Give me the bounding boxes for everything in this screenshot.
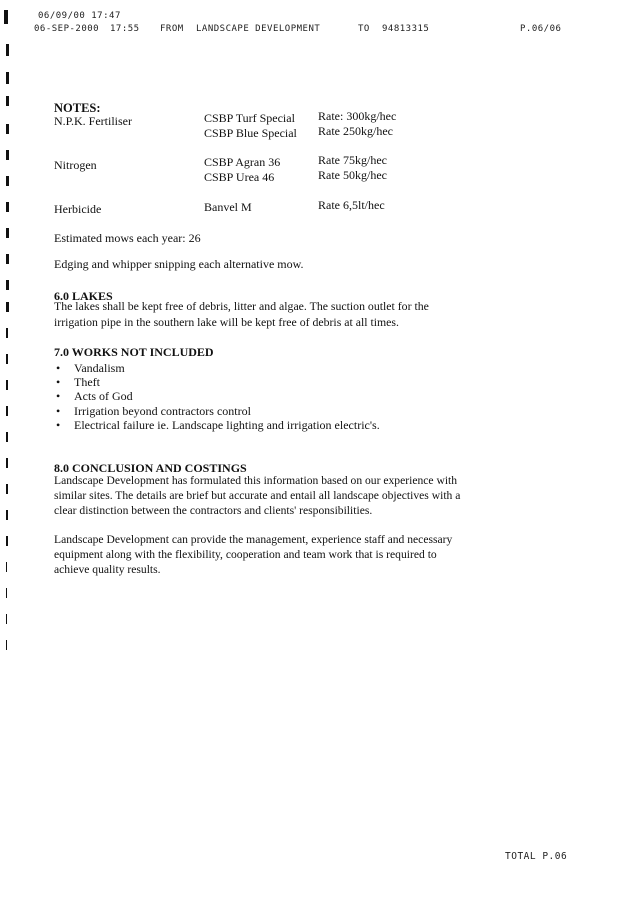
paragraph-line: achieve quality results. <box>54 563 161 576</box>
notes-product: CSBP Urea 46 <box>204 170 275 184</box>
paragraph-line: Landscape Development can provide the management, experience staff and necessary <box>54 533 453 546</box>
edging-text: Edging and whipper snipping each alternative mow. <box>54 257 304 271</box>
paragraph-line: clear distinction between the contractors and clients' responsibilities. <box>54 504 373 517</box>
fax-to-label: TO <box>358 24 370 34</box>
works-heading: 7.0 WORKS NOT INCLUDED <box>54 345 214 359</box>
notes-item: Herbicide <box>54 202 102 216</box>
fax-total-pages: TOTAL P.06 <box>505 851 568 862</box>
fax-page: P.06/06 <box>520 24 562 34</box>
paragraph-line: equipment along with the flexibility, cooperation and team work that is required to <box>54 548 437 561</box>
notes-heading: NOTES: <box>54 101 101 115</box>
bullet-icon: • <box>56 389 61 403</box>
paragraph-line: Landscape Development has formulated this information based on our experience with <box>54 474 458 487</box>
mows-text: Estimated mows each year: 26 <box>54 231 201 245</box>
notes-rate: Rate 50kg/hec <box>318 168 387 182</box>
bullet-icon: • <box>56 361 61 375</box>
fax-time: 17:55 <box>110 24 140 34</box>
paragraph-line: similar sites. The details are brief but accurate and entail all landscape objectives with a <box>54 489 461 502</box>
lakes-heading: 6.0 LAKES <box>54 289 113 303</box>
bullet-icon: • <box>56 418 61 432</box>
list-item: Acts of God <box>74 389 133 403</box>
notes-rate: Rate 75kg/hec <box>318 153 387 167</box>
conclusion-heading: 8.0 CONCLUSION AND COSTINGS <box>54 461 247 475</box>
lakes-line2: irrigation pipe in the southern lake will be kept free of debris at all times. <box>54 315 399 329</box>
bullet-icon: • <box>56 404 61 418</box>
notes-rate: Rate: 300kg/hec <box>318 109 397 123</box>
list-item: Theft <box>74 375 100 389</box>
lakes-line1: The lakes shall be kept free of debris, litter and algae. The suction outlet for the <box>54 299 429 313</box>
fax-header-line1: 06/09/00 17:47 <box>38 11 121 21</box>
list-item: Irrigation beyond contractors control <box>74 404 251 418</box>
bullet-icon: • <box>56 375 61 389</box>
fax-from-label: FROM <box>160 24 184 34</box>
notes-product: CSBP Agran 36 <box>204 155 281 169</box>
fax-sender: LANDSCAPE DEVELOPMENT <box>196 24 321 34</box>
fax-number: 94813315 <box>382 24 430 34</box>
notes-item: N.P.K. Fertiliser <box>54 114 132 128</box>
notes-item: Nitrogen <box>54 158 97 172</box>
notes-product: Banvel M <box>204 200 252 214</box>
notes-rate: Rate 250kg/hec <box>318 124 393 138</box>
notes-product: CSBP Blue Special <box>204 126 297 140</box>
notes-rate: Rate 6,5lt/hec <box>318 198 385 212</box>
notes-product: CSBP Turf Special <box>204 111 295 125</box>
list-item: Vandalism <box>74 361 125 375</box>
list-item: Electrical failure ie. Landscape lighting and irrigation electric's. <box>74 418 380 432</box>
fax-date: 06-SEP-2000 <box>34 24 100 34</box>
